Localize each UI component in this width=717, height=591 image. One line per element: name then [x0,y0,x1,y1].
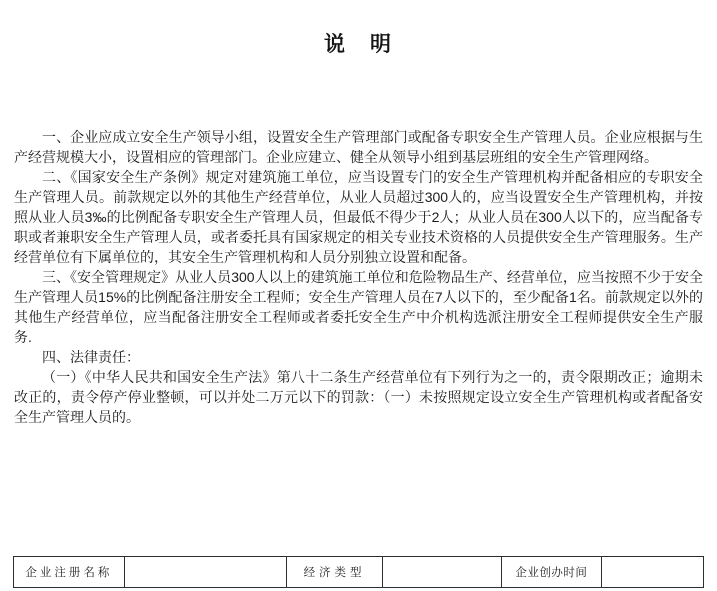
field-label-economic-type: 经济类型 [286,557,382,587]
field-value-enterprise-founding-time [601,557,703,587]
document-body [0,127,717,427]
field-label-enterprise-registered-name: 企业注册名称 [25,567,113,579]
field-value-enterprise-registered-name [124,557,287,587]
page-title: 说 明 [324,33,393,56]
paragraph-5: （一）《中华人民共和国安全生产法》第八十二条生产经营单位有下列行为之一的，责令限期改正；逾期未改正的，责令停产停业整顿，可以并处二万元以下的罚款：（一）未按照规定设立安全生产管理机构或者配备安全生产管理人员的。 [14,369,703,425]
paragraph-2: 二、《国家安全生产条例》规定对建筑施工单位，应当设置专门的安全生产管理机构并配备相应的专职安全生产管理人员。前款规定以外的其他生产经营单位，从业人员超过300人的，应当设置安全生产管理机构，并按照从业人员3‰的比例配备专职安全生产管理人员，但最低不得少于2人；从业人员在300人以下的，应当配备专职或者兼职安全生产管理人员，或者委托具有国家规定的相关专业技术资格的人员提供安全生产管理服务。生产经营单位有下属单位的，其安全生产管理机构和人员分别独立设置和配备。 [14,169,703,265]
paragraph-1: 一、企业应成立安全生产领导小组，设置安全生产管理部门或配备专职安全生产管理人员。企业应根据与生产经营规模大小，设置相应的管理部门。企业应建立、健全从领导小组到基层班组的安全生产管理网络。 [14,129,703,165]
paragraph-4: 四、法律责任： [42,349,140,365]
field-value-economic-type [382,557,501,587]
registration-form-table [13,556,704,588]
paragraph-3: 三、《安全管理规定》从业人员300人以上的建筑施工单位和危险物品生产、经营单位，应当按照不少于安全生产管理人员15%的比例配备注册安全工程师；安全生产管理人员在7人以下的，至少配备1名。前款规定以外的其他生产经营单位，应当配备注册安全工程师或者委托安全生产中介机构选派注册安全工程师提供安全生产服务. [14,269,703,345]
field-label-enterprise-founding-time: 企业创办时间 [501,557,602,587]
